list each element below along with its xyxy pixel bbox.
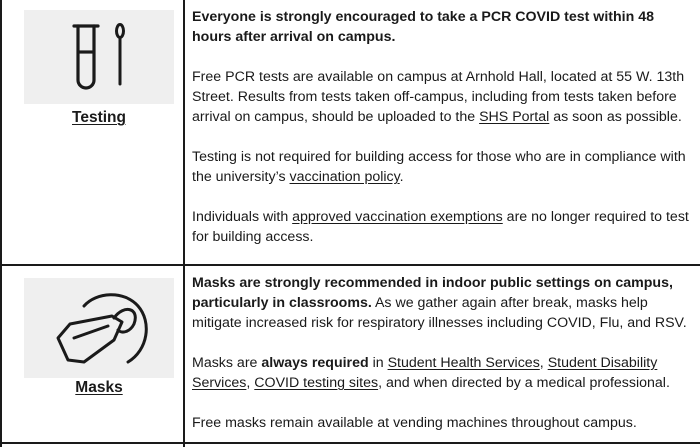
table-bottom-border xyxy=(0,442,700,444)
testing-paragraph-2 xyxy=(192,147,692,187)
masks-headline-rest: As we gather again after break, masks help mitigate increased risk for respiratory illnesses including COVID, Flu, and RSV. xyxy=(192,295,687,331)
masks-headline-bold: Masks are strongly recommended in indoor public settings on campus, particularly in classrooms. xyxy=(192,275,673,311)
masks-category-cell xyxy=(2,266,183,444)
test-tube-swab-icon xyxy=(24,10,174,104)
masks-content xyxy=(192,273,692,447)
masks-p1-text-end: , and when directed by a medical professional. xyxy=(378,375,670,391)
shs-portal-link[interactable]: SHS Portal xyxy=(479,109,550,125)
student-disability-services-link[interactable]: Student Disability Services xyxy=(192,355,658,391)
testing-p1-text-end: as soon as possible. xyxy=(549,109,682,125)
masks-p1-text: Masks are xyxy=(192,355,262,371)
table-left-border xyxy=(0,0,2,447)
testing-p3-text: Individuals with xyxy=(192,209,293,225)
masks-paragraph-1 xyxy=(192,353,692,393)
testing-paragraph-3 xyxy=(192,207,692,247)
vaccination-policy-link[interactable]: vaccination policy xyxy=(289,169,400,185)
testing-icon-box xyxy=(24,10,174,104)
masks-p1-mid: in xyxy=(368,355,388,371)
masks-row xyxy=(0,264,700,444)
testing-paragraph-1 xyxy=(192,67,692,127)
masks-p1-sep2: , xyxy=(246,375,255,391)
testing-p1-text: Free PCR tests are available on campus at Arnhold Hall, located at 55 W. 13th Street. Results from tests taken off-campus, including from tests taken before arrival on campus, should be uploaded to the xyxy=(192,69,685,125)
masks-icon-box xyxy=(24,278,174,378)
table-column-divider xyxy=(183,0,185,447)
testing-headline: Everyone is strongly encouraged to take a PCR COVID test within 48 hours after arrival on campus. xyxy=(192,9,655,45)
face-mask-icon xyxy=(24,278,174,378)
testing-p2-text: Testing is not required for building access for those who are in compliance with the university’s xyxy=(192,149,686,185)
testing-category-cell xyxy=(2,0,183,264)
masks-headline xyxy=(192,273,692,333)
student-health-services-link[interactable]: Student Health Services xyxy=(387,355,540,371)
masks-p1-sep1: , xyxy=(539,355,548,371)
masks-label[interactable]: Masks xyxy=(75,379,123,396)
covid-testing-sites-link[interactable]: COVID testing sites xyxy=(254,375,379,391)
vaccination-exemptions-link[interactable]: approved vaccination exemptions xyxy=(292,209,503,225)
testing-content xyxy=(192,7,692,267)
testing-p2-text-end: . xyxy=(399,169,404,185)
masks-p1-bold: always required xyxy=(261,355,369,371)
testing-label[interactable]: Testing xyxy=(72,109,126,126)
masks-paragraph-2: Free masks remain available at vending machines throughout campus. xyxy=(192,415,637,431)
testing-p3-text-end: are no longer required to test for building access. xyxy=(192,209,689,245)
